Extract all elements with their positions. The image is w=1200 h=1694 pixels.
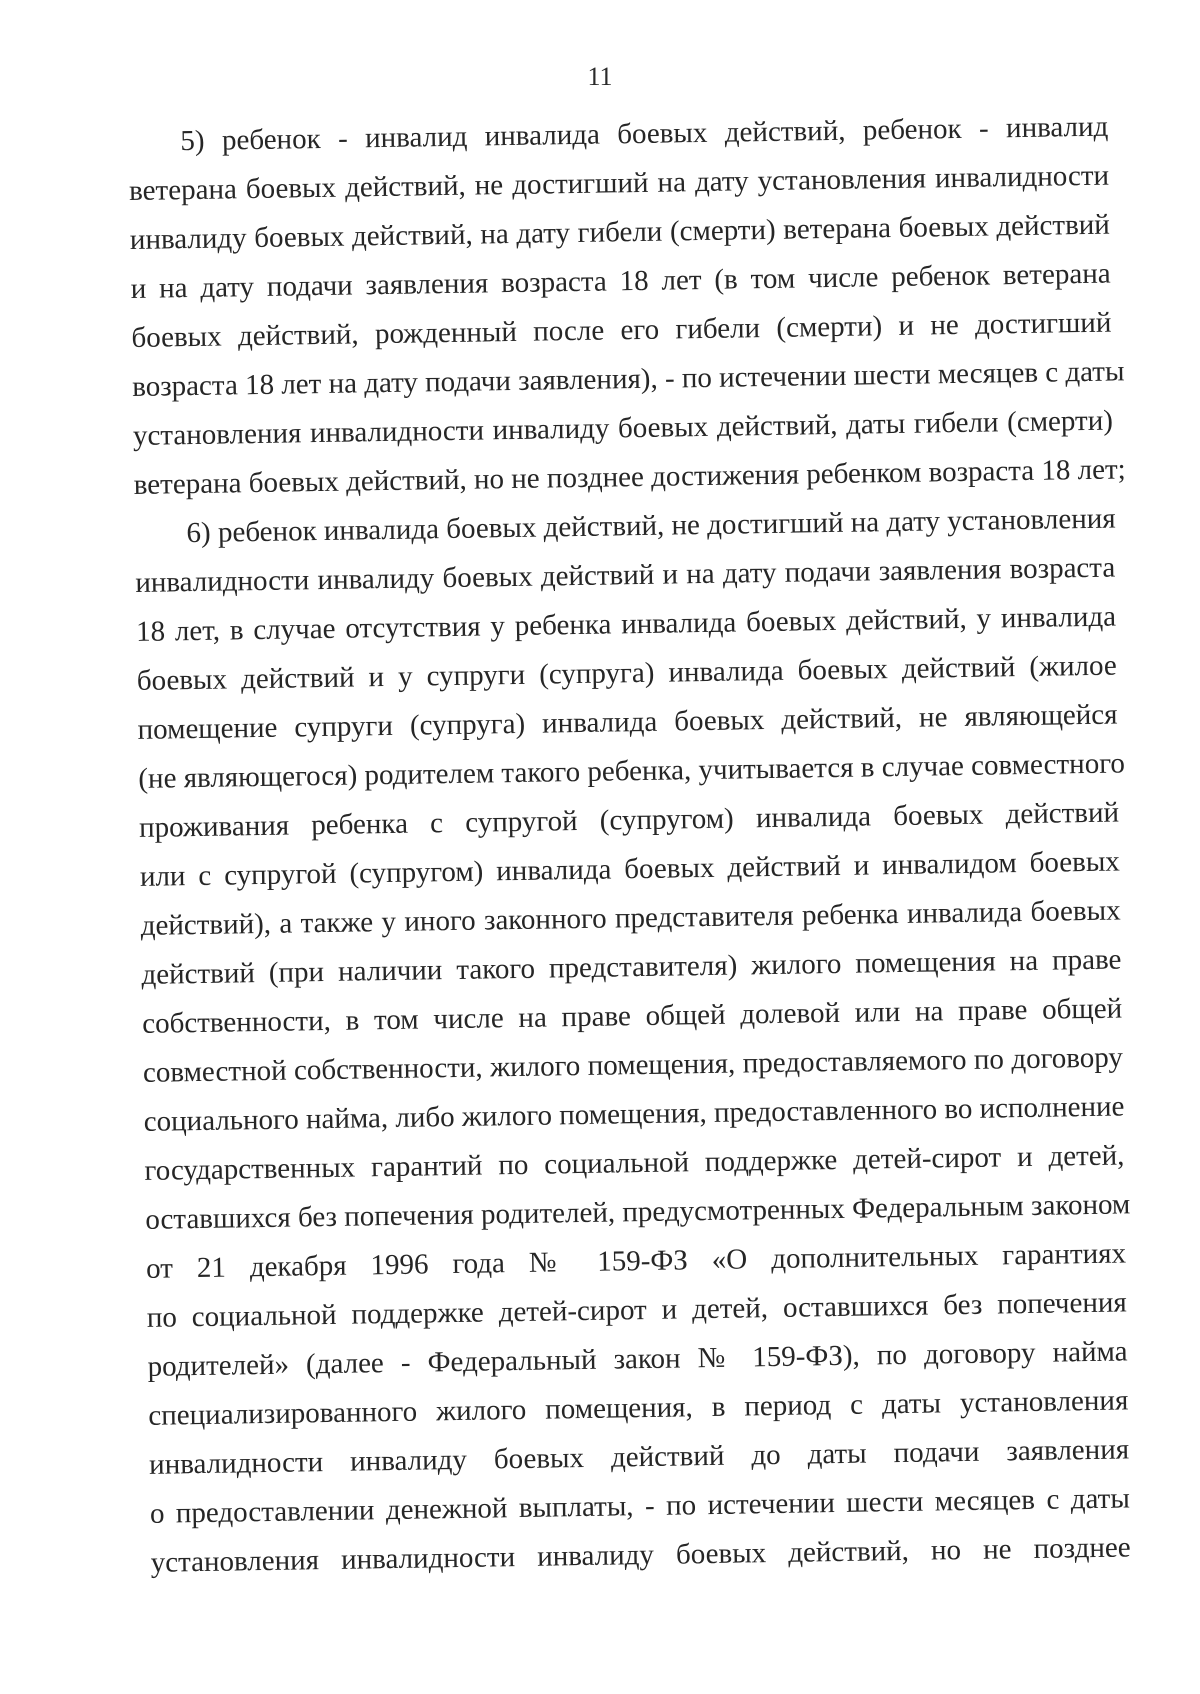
text-line: собственности, в том числе на праве общей долевой или на праве общей [141, 992, 1123, 1040]
page-number: 11 [587, 62, 613, 91]
text-line: боевых действий, рожденный после его гибели (смерти) и не достигший [131, 306, 1112, 354]
text-line: совместной собственности, жилого помещения, предоставляемого по договору [142, 1041, 1124, 1089]
text-line: специализированного жилого помещения, в период с даты установления [148, 1384, 1129, 1432]
text-line: установления инвалидности инвалиду боевых действий, но не позднее [150, 1531, 1131, 1579]
paragraph-item-6 [134, 495, 1131, 1588]
text-line: 5) ребенок - инвалид инвалида боевых действий, ребенок - инвалид [180, 110, 1109, 158]
text-line: по социальной поддержке детей-сирот и детей, оставшихся без попечения [146, 1286, 1127, 1334]
document-body [128, 103, 1131, 1588]
text-line: (не являющегося) родителем такого ребенка, учитывается в случае совместного [138, 747, 1126, 795]
text-line: родителей» (далее - Федеральный закон № 159-ФЗ), по договору найма [147, 1335, 1128, 1383]
text-line: социального найма, либо жилого помещения, предоставленного во исполнение [143, 1090, 1125, 1138]
text-line: государственных гарантий по социальной поддержке детей-сирот и детей, [144, 1139, 1125, 1187]
text-line: возраста 18 лет на дату подачи заявления), - по истечении шести месяцев с даты [131, 355, 1125, 403]
text-line: инвалидности инвалиду боевых действий до даты подачи заявления [148, 1433, 1130, 1481]
text-line: от 21 декабря 1996 года № 159-ФЗ «О дополнительных гарантиях [145, 1237, 1127, 1285]
text-line: и на дату подачи заявления возраста 18 лет (в том числе ребенок ветерана [130, 257, 1111, 305]
text-line: инвалидности инвалиду боевых действий и на дату подачи заявления возраста [135, 551, 1116, 599]
text-line: инвалиду боевых действий, на дату гибели (смерти) ветерана боевых действий [129, 208, 1111, 256]
text-line: действий (при наличии такого представителя) жилого помещения на праве [141, 943, 1122, 991]
text-line: 18 лет, в случае отсутствия у ребенка инвалида боевых действий, у инвалида [135, 600, 1117, 648]
text-line: оставшихся без попечения родителей, предусмотренных Федеральным законом [145, 1188, 1131, 1236]
text-line: установления инвалидности инвалиду боевых действий, даты гибели (смерти) [132, 404, 1114, 452]
text-line: действий), а также у иного законного представителя ребенка инвалида боевых [140, 894, 1121, 942]
text-line: или с супругой (супругом) инвалида боевых действий и инвалидом боевых [139, 845, 1121, 893]
text-line: боевых действий и у супруги (супруга) инвалида боевых действий (жилое [136, 649, 1117, 697]
paragraph-item-5 [128, 103, 1126, 510]
text-line: ветерана боевых действий, но не позднее достижения ребенком возраста 18 лет; [133, 453, 1126, 501]
text-line: проживания ребенка с супругой (супругом) инвалида боевых действий [138, 796, 1120, 844]
text-line: помещение супруги (супруга) инвалида боевых действий, не являющейся [137, 698, 1118, 746]
text-line: ветерана боевых действий, не достигший на дату установления инвалидности [128, 159, 1110, 207]
text-line: 6) ребенок инвалида боевых действий, не достигший на дату установления [186, 502, 1116, 550]
text-line: о предоставлении денежной выплаты, - по истечении шести месяцев с даты [149, 1482, 1131, 1530]
